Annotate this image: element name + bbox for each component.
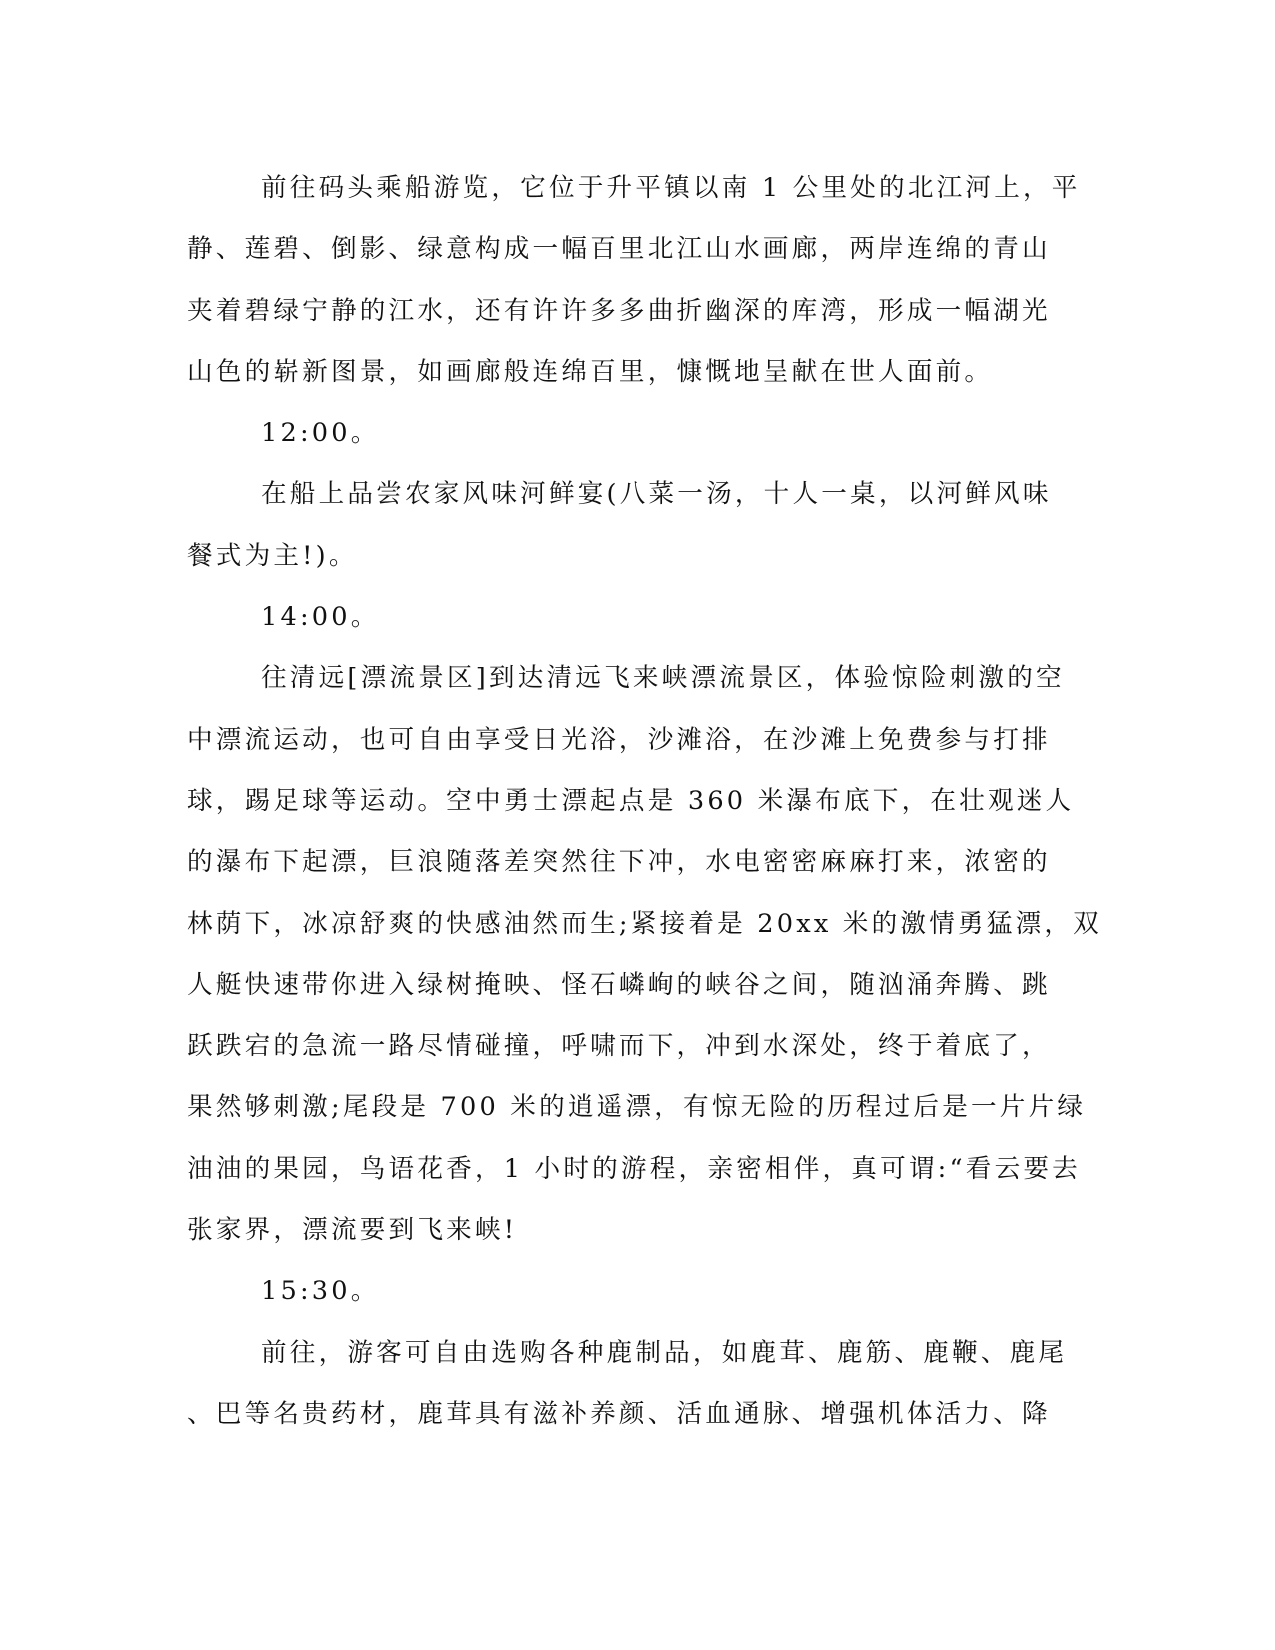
paragraph-line: 跃跌宕的急流一路尽情碰撞，呼啸而下，冲到水深处，终于着底了， xyxy=(187,1031,1051,1062)
paragraph-line: 的瀑布下起漂，巨浪随落差突然往下冲，水电密密麻麻打来，浓密的 xyxy=(187,847,1051,878)
paragraph-line: 油油的果园，鸟语花香，1 小时的游程，亲密相伴，真可谓:“看云要去 xyxy=(187,1153,1081,1184)
document-body xyxy=(187,158,1102,1445)
paragraph-line: 静、莲碧、倒影、绿意构成一幅百里北江山水画廊，两岸连绵的青山 xyxy=(187,234,1051,265)
paragraph-line: 果然够刺激;尾段是 700 米的逍遥漂，有惊无险的历程过后是一片片绿 xyxy=(187,1092,1087,1123)
paragraph-line: 夹着碧绿宁静的江水，还有许许多多曲折幽深的库湾，形成一幅湖光 xyxy=(187,295,1051,326)
paragraph-line: 林荫下，冰凉舒爽的快感油然而生;紧接着是 20xx 米的激情勇猛漂，双 xyxy=(187,908,1102,939)
paragraph-line: 球，踢足球等运动。空中勇士漂起点是 360 米瀑布底下，在壮观迷人 xyxy=(187,785,1075,816)
paragraph-line: 前往，游客可自由选购各种鹿制品，如鹿茸、鹿筋、鹿鞭、鹿尾 xyxy=(261,1337,1068,1368)
paragraph-line: 、巴等名贵药材，鹿茸具有滋补养颜、活血通脉、增强机体活力、降 xyxy=(187,1398,1051,1429)
paragraph-line: 山色的崭新图景，如画廊般连绵百里，慷慨地呈献在世人面前。 xyxy=(187,356,994,387)
paragraph-line: 中漂流运动，也可自由享受日光浴，沙滩浴，在沙滩上免费参与打排 xyxy=(187,724,1051,755)
paragraph-line: 餐式为主!)。 xyxy=(187,540,358,571)
paragraph-line: 前往码头乘船游览，它位于升平镇以南 1 公里处的北江河上，平 xyxy=(261,173,1081,203)
paragraph-line: 人艇快速带你进入绿树掩映、怪石嶙峋的峡谷之间，随汹涌奔腾、跳 xyxy=(187,969,1051,1000)
paragraph-line: 在船上品尝农家风味河鲜宴(八菜一汤，十人一桌，以河鲜风味 xyxy=(261,479,1052,510)
time-heading: 14:00。 xyxy=(261,602,380,633)
paragraph-line: 往清远[漂流景区]到达清远飞来峡漂流景区，体验惊险刺激的空 xyxy=(261,663,1065,694)
time-heading: 12:00。 xyxy=(261,418,380,449)
paragraph-line: 张家界，漂流要到飞来峡! xyxy=(187,1215,518,1246)
time-heading: 15:30。 xyxy=(261,1276,380,1307)
